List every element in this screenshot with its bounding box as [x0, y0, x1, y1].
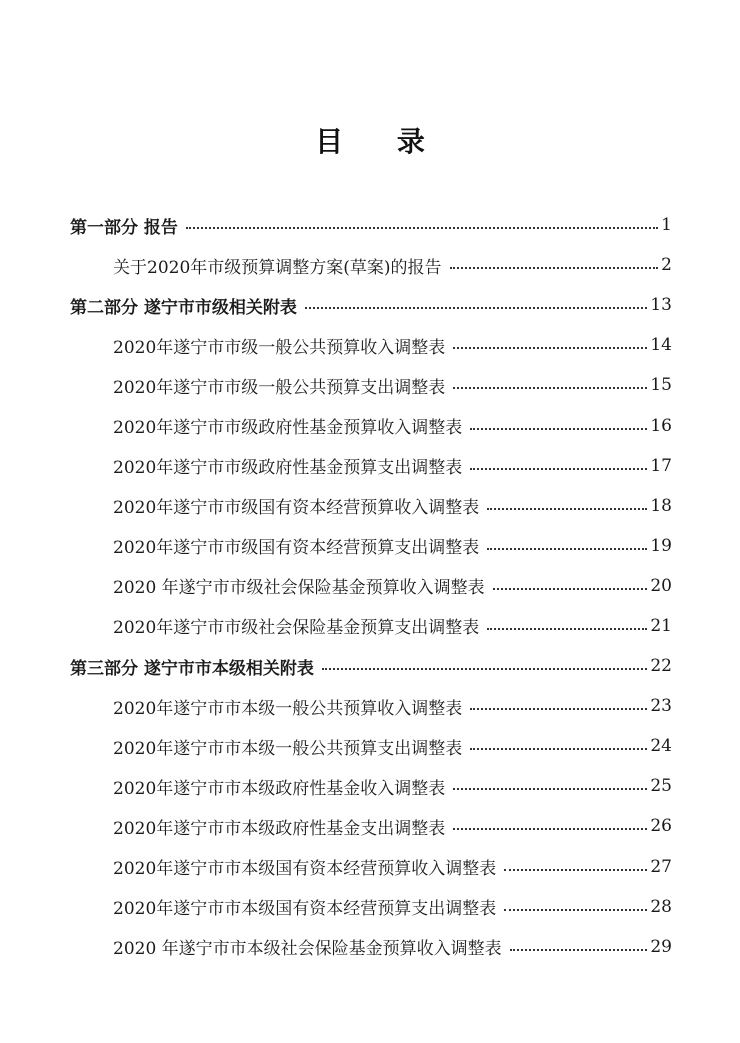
toc-page-number: 16 — [650, 415, 672, 436]
toc-entry[interactable] — [70, 405, 672, 445]
toc-entry-label: 2020年遂宁市市级一般公共预算支出调整表 — [113, 377, 446, 398]
toc-entry[interactable] — [70, 847, 672, 887]
toc-entry[interactable] — [70, 446, 672, 486]
toc-page-number: 28 — [650, 896, 672, 917]
toc-entry-label: 第三部分 遂宁市市本级相关附表 — [70, 658, 314, 679]
dot-leader — [470, 468, 647, 470]
toc-entry[interactable] — [70, 325, 672, 365]
dot-leader — [450, 267, 659, 269]
dot-leader — [493, 588, 648, 590]
toc-page-number: 15 — [650, 375, 672, 396]
dot-leader — [453, 387, 647, 389]
toc-entry[interactable] — [70, 566, 672, 606]
toc-page-number: 19 — [650, 535, 672, 556]
toc-entry-label: 第二部分 遂宁市市级相关附表 — [70, 297, 297, 318]
toc-entry[interactable] — [70, 887, 672, 927]
toc-page-number: 26 — [650, 816, 672, 837]
toc-entry[interactable] — [70, 205, 672, 245]
toc-page-number: 25 — [650, 776, 672, 797]
toc-entry-label: 2020年遂宁市市级国有资本经营预算收入调整表 — [113, 498, 480, 519]
dot-leader — [510, 949, 648, 951]
toc-entry-label: 2020年遂宁市市本级一般公共预算支出调整表 — [113, 738, 463, 759]
toc-page-number: 18 — [650, 495, 672, 516]
toc-page-number: 21 — [650, 615, 672, 636]
toc-entry-label: 2020 年遂宁市市级社会保险基金预算收入调整表 — [113, 578, 485, 599]
dot-leader — [453, 828, 647, 830]
toc-entry[interactable] — [70, 766, 672, 806]
toc-entry[interactable] — [70, 285, 672, 325]
toc-entry[interactable] — [70, 726, 672, 766]
toc-page-number: 17 — [650, 455, 672, 476]
dot-leader — [487, 508, 647, 510]
toc-entry[interactable] — [70, 245, 672, 285]
toc-entry-label: 2020年遂宁市市级政府性基金预算支出调整表 — [113, 458, 463, 479]
toc-entry-label: 2020年遂宁市市本级一般公共预算收入调整表 — [113, 698, 463, 719]
toc-page-number: 22 — [650, 656, 672, 677]
dot-leader — [186, 227, 658, 229]
toc-entry-label: 2020年遂宁市市级国有资本经营预算支出调整表 — [113, 538, 480, 559]
toc-page-number: 23 — [650, 696, 672, 717]
toc-entry-label: 关于2020年市级预算调整方案(草案)的报告 — [113, 257, 442, 278]
toc-entry-label: 2020年遂宁市市本级政府性基金收入调整表 — [113, 778, 446, 799]
dot-leader — [305, 307, 647, 309]
dot-leader — [504, 869, 647, 871]
page-title: 目 录 — [315, 125, 447, 158]
toc-entry-label: 2020 年遂宁市市本级社会保险基金预算收入调整表 — [113, 939, 502, 960]
toc-entry[interactable] — [70, 686, 672, 726]
toc-entry-label: 2020年遂宁市市级政府性基金预算收入调整表 — [113, 418, 463, 439]
dot-leader — [504, 909, 647, 911]
dot-leader — [470, 428, 647, 430]
toc-entry[interactable] — [70, 526, 672, 566]
dot-leader — [470, 708, 647, 710]
dot-leader — [487, 628, 647, 630]
toc-entry[interactable] — [70, 927, 672, 967]
table-of-contents — [70, 205, 672, 967]
toc-page-number: 20 — [650, 575, 672, 596]
toc-page-number: 27 — [650, 856, 672, 877]
toc-page-number: 24 — [650, 736, 672, 757]
toc-page-number: 29 — [650, 936, 672, 957]
toc-entry-label: 2020年遂宁市市本级国有资本经营预算支出调整表 — [113, 899, 497, 920]
toc-entry[interactable] — [70, 365, 672, 405]
toc-page-number: 2 — [661, 255, 672, 276]
dot-leader — [453, 788, 647, 790]
toc-entry[interactable] — [70, 646, 672, 686]
dot-leader — [453, 347, 647, 349]
toc-entry-label: 2020年遂宁市市级一般公共预算收入调整表 — [113, 337, 446, 358]
dot-leader — [470, 748, 647, 750]
toc-page-number: 13 — [650, 295, 672, 316]
toc-page-number: 14 — [650, 335, 672, 356]
toc-entry-label: 2020年遂宁市市本级政府性基金支出调整表 — [113, 818, 446, 839]
toc-entry-label: 2020年遂宁市市本级国有资本经营预算收入调整表 — [113, 859, 497, 880]
dot-leader — [487, 548, 647, 550]
dot-leader — [322, 668, 647, 670]
toc-entry[interactable] — [70, 486, 672, 526]
toc-entry[interactable] — [70, 806, 672, 846]
toc-entry[interactable] — [70, 606, 672, 646]
toc-page-number: 1 — [661, 215, 672, 236]
toc-entry-label: 2020年遂宁市市级社会保险基金预算支出调整表 — [113, 618, 480, 639]
toc-entry-label: 第一部分 报告 — [70, 217, 178, 238]
